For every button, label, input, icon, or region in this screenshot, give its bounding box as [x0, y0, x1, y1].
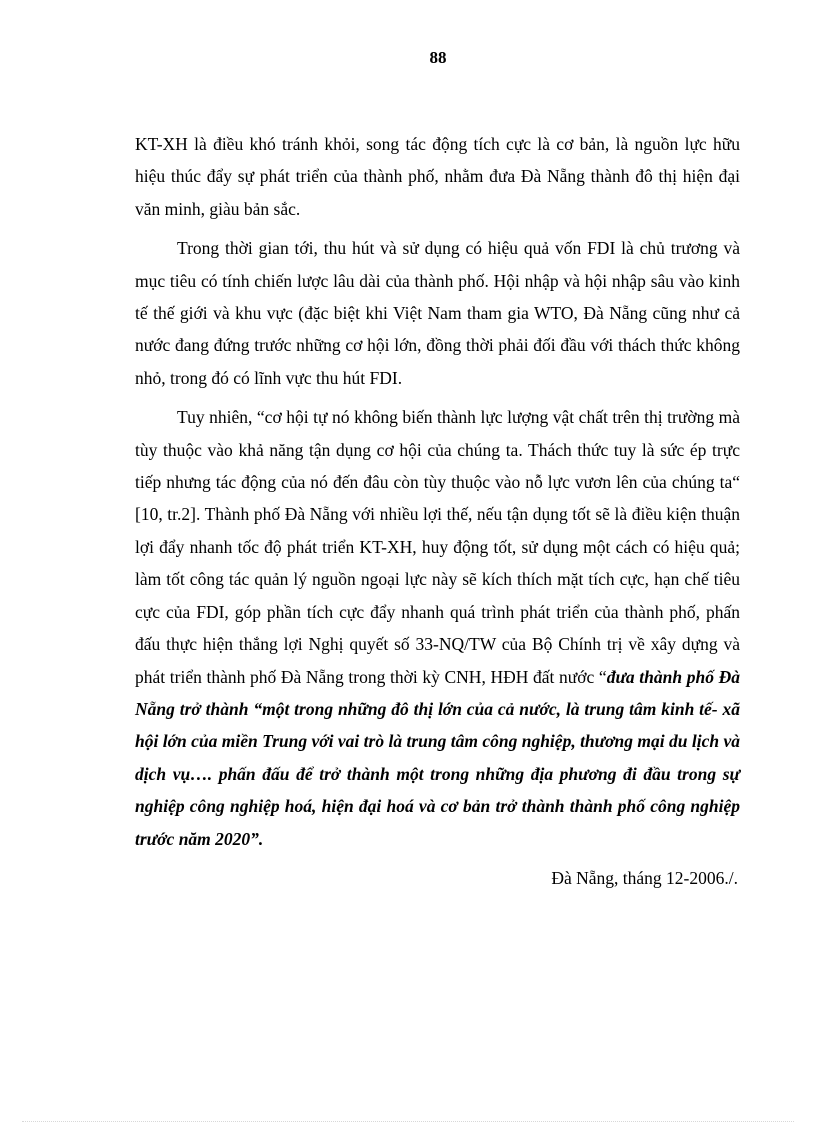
page-bottom-divider	[22, 1121, 794, 1122]
paragraph-2: Trong thời gian tới, thu hút và sử dụng có hiệu quả vốn FDI là chủ trương và mục tiêu có tính chiến lược lâu dài của thành phố. Hội nhập và hội nhập sâu vào kinh tế thế giới và khu vực (đặc biệt khi Việt Nam tham gia WTO, Đà Nẵng cũng như cả nước đang đứng trước những cơ hội lớn, đồng thời phải đối đầu với thách thức không nhỏ, trong đó có lĩnh vực thu hút FDI.	[135, 238, 740, 388]
paragraph-3	[135, 401, 740, 855]
document-body	[135, 128, 740, 894]
paragraph-3-text: Tuy nhiên, “cơ hội tự nó không biến thành lực lượng vật chất trên thị trường mà tùy thuộc vào khả năng tận dụng cơ hội của chúng ta. Thách thức tuy là sức ép trực tiếp nhưng tác động của nó đến đâu còn tùy thuộc vào nỗ lực vươn lên của chúng ta“ [10, tr.2]. Thành phố Đà Nẵng với nhiều lợi thế, nếu tận dụng tốt sẽ là điều kiện thuận lợi đẩy nhanh tốc độ phát triển KT-XH, huy động tốt, sử dụng một cách có hiệu quả; làm tốt công tác quản lý nguồn ngoại lực này sẽ kích thích mặt tích cực, hạn chế tiêu cực của FDI, góp phần tích cực đẩy nhanh quá trình phát triển của thành phố, phấn đấu thực hiện thắng lợi Nghị quyết số 33-NQ/TW của Bộ Chính trị về xây dựng và phát triển thành phố Đà Nẵng trong thời kỳ CNH, HĐH đất nước “	[135, 407, 740, 687]
signoff-date: Đà Nẵng, tháng 12-2006./.	[551, 867, 738, 888]
page-number: 88	[429, 48, 447, 67]
paragraph-3-emphasis: đưa thành phố Đà Nẵng trở thành “một trong những đô thị lớn của cả nước, là trung tâm kinh tế- xã hội lớn của miền Trung với vai trò là trung tâm công nghiệp, thương mại du lịch và dịch vụ…. phấn đấu để trở thành một trong những địa phương đi đầu trong sự nghiệp công nghiệp hoá, hiện đại hoá và cơ bản trở thành thành phố công nghiệp trước năm 2020”.	[135, 666, 741, 849]
paragraph-1: KT-XH là điều khó tránh khỏi, song tác động tích cực là cơ bản, là nguồn lực hữu hiệu thúc đẩy sự phát triển của thành phố, nhằm đưa Đà Nẵng thành đô thị hiện đại văn minh, giàu bản sắc.	[135, 134, 740, 219]
